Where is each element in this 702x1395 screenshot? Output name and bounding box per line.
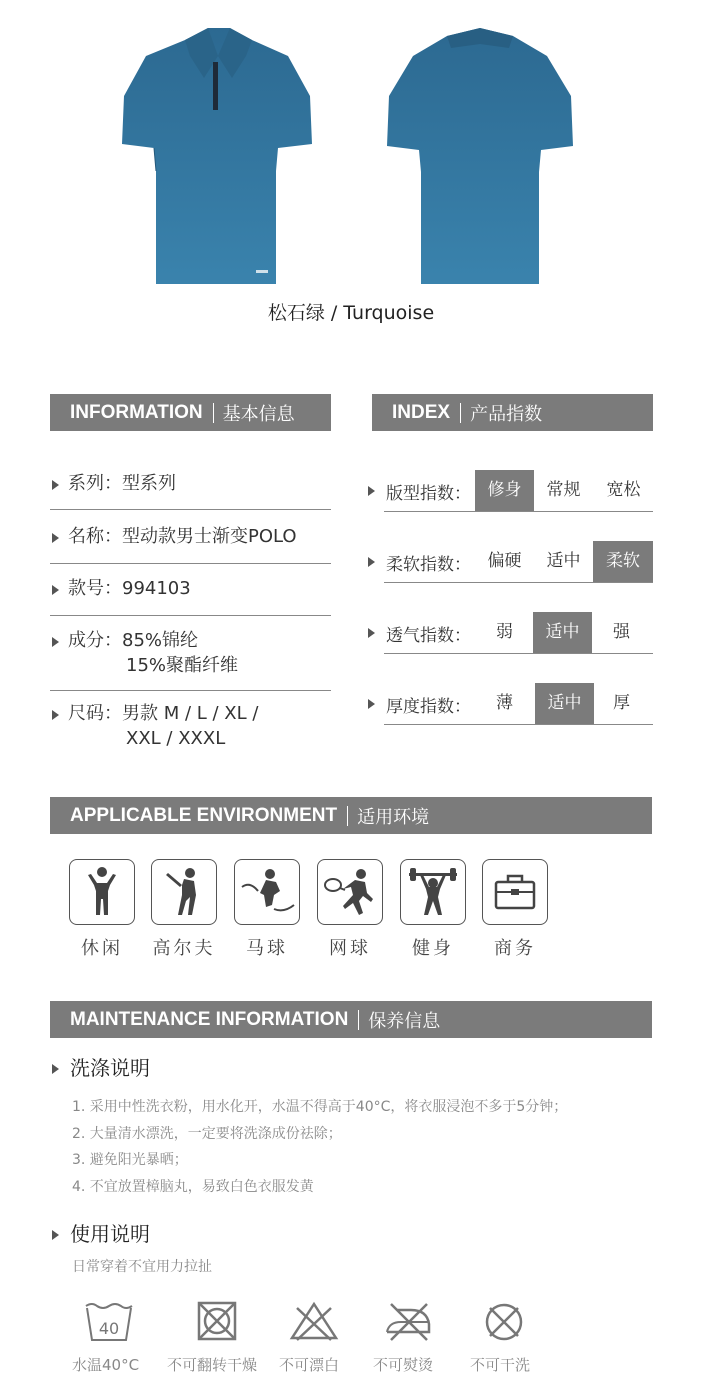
wash-item: 1. 采用中性洗衣粉，用水化开，水温不得高于40°C，将衣服浸泡不多于5分钟； <box>72 1099 568 1115</box>
index-label: 柔软指数： <box>386 555 471 575</box>
no-tumble-dry-icon <box>196 1300 238 1342</box>
tennis-icon <box>321 865 379 919</box>
index-option-selected: 柔软 <box>593 541 653 582</box>
env-item-business <box>482 859 548 959</box>
care-no-dry-clean <box>470 1300 531 1374</box>
maintenance-header-en: MAINTENANCE INFORMATION <box>70 1008 349 1030</box>
index-option: 薄 <box>496 693 513 713</box>
shirt-front-image <box>120 26 315 288</box>
divider <box>50 509 331 510</box>
divider <box>50 615 331 616</box>
care-no-bleach <box>279 1300 340 1374</box>
index-header-cn: 产品指数 <box>470 403 543 425</box>
divider <box>384 653 653 654</box>
env-label: 网球 <box>329 938 371 959</box>
care-no-iron <box>373 1300 434 1374</box>
no-bleach-icon <box>289 1300 339 1342</box>
bullet-triangle-icon <box>368 699 375 709</box>
care-label: 水温40°C <box>72 1356 140 1374</box>
environment-header-cn: 适用环境 <box>357 806 430 828</box>
index-header <box>372 394 653 431</box>
wash-temp-text: 40 <box>98 1319 120 1338</box>
divider <box>384 582 653 583</box>
bullet-triangle-icon <box>52 710 59 720</box>
index-option-selected: 适中 <box>535 683 594 724</box>
care-label: 不可熨烫 <box>373 1356 434 1374</box>
bullet-triangle-icon <box>368 486 375 496</box>
info-label: 系列： <box>68 473 122 494</box>
info-value: 85%锦纶 <box>122 630 199 651</box>
bullet-triangle-icon <box>52 533 59 543</box>
header-separator <box>358 1010 359 1030</box>
env-label: 健身 <box>412 938 454 959</box>
header-separator <box>460 403 461 423</box>
no-iron-icon <box>383 1300 433 1342</box>
index-label: 厚度指数： <box>386 697 471 717</box>
info-label: 名称： <box>68 526 122 547</box>
person-relax-icon <box>80 865 124 919</box>
information-header <box>50 394 331 431</box>
divider <box>384 724 653 725</box>
env-item-fitness <box>400 859 466 959</box>
index-option: 偏硬 <box>487 551 522 571</box>
info-value: 型系列 <box>122 473 176 494</box>
info-label: 尺码： <box>68 703 122 724</box>
bullet-triangle-icon <box>52 1230 59 1240</box>
info-value: 男款 M / L / XL / <box>122 703 259 724</box>
index-option: 常规 <box>546 480 581 500</box>
divider <box>50 690 331 691</box>
index-option-selected: 修身 <box>475 470 534 511</box>
maintenance-header-cn: 保养信息 <box>368 1010 441 1032</box>
bullet-triangle-icon <box>52 1064 59 1074</box>
use-title-text: 使用说明 <box>70 1222 150 1246</box>
briefcase-icon <box>493 872 537 912</box>
information-header-en: INFORMATION <box>70 401 203 423</box>
golf-icon <box>160 865 208 919</box>
care-label: 不可翻转干燥 <box>167 1356 258 1374</box>
wash-40-icon <box>84 1300 134 1344</box>
info-label: 成分： <box>68 630 122 651</box>
bullet-triangle-icon <box>52 585 59 595</box>
index-label: 透气指数： <box>386 626 471 646</box>
color-caption: 松石绿 / Turquoise <box>267 302 435 324</box>
info-value: 型动款男士渐变POLO <box>122 526 297 547</box>
care-label: 不可漂白 <box>279 1356 340 1374</box>
bullet-triangle-icon <box>368 628 375 638</box>
divider <box>384 511 653 512</box>
index-option: 厚 <box>613 693 630 713</box>
bullet-triangle-icon <box>368 557 375 567</box>
wash-item: 2. 大量清水漂洗，一定要将洗涤成份祛除； <box>72 1125 342 1142</box>
info-value-line2: 15%聚酯纤维 <box>126 655 239 676</box>
no-dry-clean-icon <box>482 1300 526 1344</box>
index-option: 弱 <box>496 622 513 642</box>
maintenance-header <box>50 1001 652 1038</box>
polo-icon <box>238 865 296 919</box>
env-label: 休闲 <box>81 938 123 959</box>
index-label: 版型指数： <box>386 484 471 504</box>
bullet-triangle-icon <box>52 637 59 647</box>
info-label: 款号： <box>68 578 122 599</box>
environment-header-en: APPLICABLE ENVIRONMENT <box>70 804 338 826</box>
wash-item: 4. 不宜放置樟脑丸，易致白色衣服发黄 <box>72 1178 314 1195</box>
index-option: 强 <box>613 622 630 642</box>
care-no-tumble-dry <box>167 1300 258 1374</box>
use-description: 日常穿着不宜用力拉扯 <box>72 1259 212 1275</box>
care-wash-40 <box>72 1300 140 1374</box>
bullet-triangle-icon <box>52 480 59 490</box>
env-label: 高尔夫 <box>152 938 216 959</box>
env-label: 马球 <box>246 938 288 959</box>
index-option-selected: 适中 <box>533 612 592 653</box>
divider <box>50 563 331 564</box>
shirt-back-image <box>385 26 575 288</box>
information-header-cn: 基本信息 <box>222 403 295 425</box>
env-item-golf <box>151 859 217 959</box>
env-item-tennis <box>317 859 383 959</box>
index-option: 宽松 <box>606 480 641 500</box>
wash-list <box>72 1094 567 1200</box>
care-label: 不可干洗 <box>470 1356 531 1374</box>
info-value: 994103 <box>122 578 191 599</box>
info-value-line2: XXL / XXXL <box>126 728 226 749</box>
environment-header <box>50 797 652 834</box>
wash-title-text: 洗涤说明 <box>70 1056 150 1080</box>
index-option: 适中 <box>546 551 581 571</box>
env-label: 商务 <box>494 938 536 959</box>
index-header-en: INDEX <box>392 401 451 423</box>
env-item-polo <box>234 859 300 959</box>
env-item-leisure <box>69 859 135 959</box>
header-separator <box>347 806 348 826</box>
weightlifting-icon <box>406 865 460 919</box>
header-separator <box>213 403 214 423</box>
wash-item: 3. 避免阳光暴晒； <box>72 1152 188 1168</box>
